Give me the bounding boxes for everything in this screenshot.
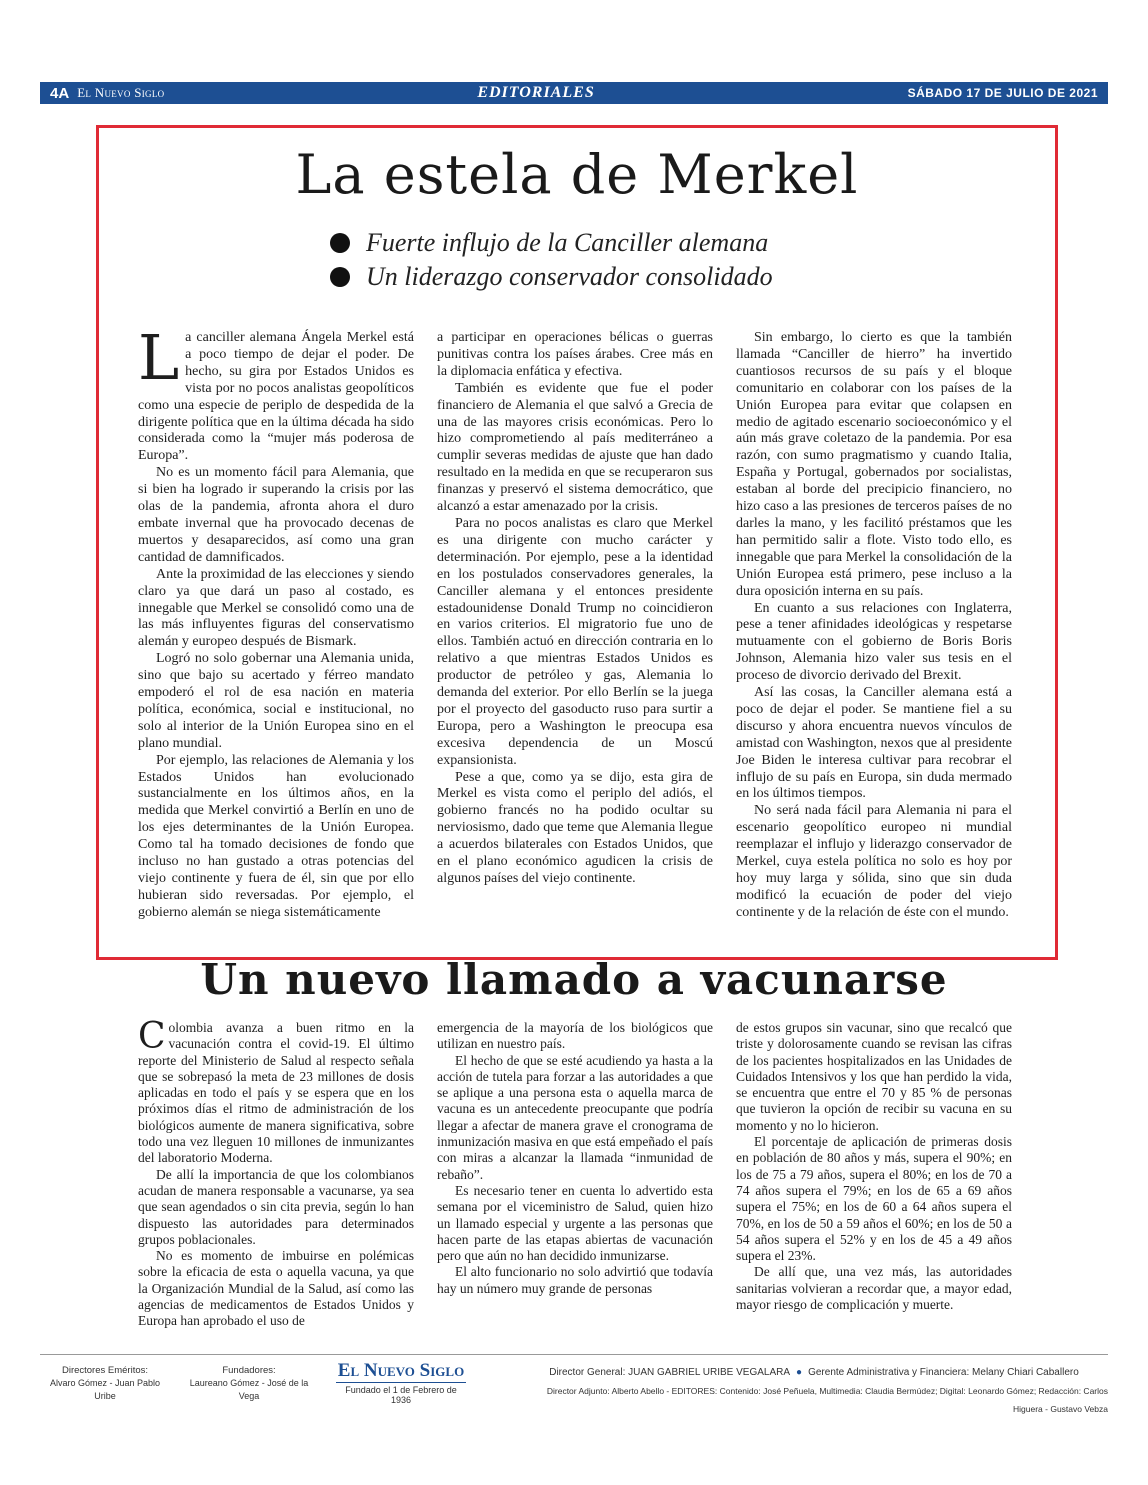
editorial1-column-3 [736,330,1012,934]
bullet-text: Fuerte influjo de la Canciller alemana [366,228,769,257]
paragraph: Así las cosas, la Canciller alemana está a poco de dejar el poder. Se mantiene fiel a su discurso y ahora encuentra nuevos vínculos de amistad con Washington, nexos que al presidente Joe Biden le interesa cultivar para recobrar el influjo de su país en Europa, sin duda mermado en los últimos tiempos. [736,685,1012,802]
editorial1-column-2 [437,330,713,934]
editorial2-column-3 [736,1020,1012,1330]
paragraph: No es un momento fácil para Alemania, que si bien ha logrado ir superando la crisis por las olas de la pandemia, afronta ahora el duro embate invernal que ha provocado decenas de muertos y desaparecidos, así como una gran cantidad de damnificados. [138,465,414,565]
emeritus-label: Directores Eméritos: [61,1365,149,1376]
editorial1-title: La estela de Merkel [295,143,859,206]
bullet-item [330,260,890,294]
paragraph: No será nada fácil para Alemania ni para el escenario geopolítico europeo ni mundial reemplazar el influjo y liderazgo conservador de Merkel, cuya estela política no solo es hoy por hoy muy larga y sólida, sino que sin duda modificó la ecuación de poder del viejo continente y de la relación de éste con el mundo. [736,803,1012,920]
founders-names: Laureano Gómez - José de la Vega [189,1378,309,1401]
paragraph: a participar en operaciones bélicas o guerras punitivas contra los países árabes. Cree más en la diplomacia enfática y efectiva. [437,330,713,379]
editorial2-column-2 [437,1020,713,1330]
editorial1-column-1 [138,321,414,934]
paragraph-text: olombia avanza a buen ritmo en la vacunación contra el covid-19. El último reporte del Ministerio de Salud al respecto señala que se sobrepasó la meta de 23 millones de dosis aplicadas en todo el país y se espera que en los próximos días el ritmo de administración de los biológicos aumente de manera significativa, sobre todo una vez lleguen 10 millones de inmunizantes del laboratorio Moderna. [138,1020,414,1166]
footer-logo [336,1360,466,1405]
paragraph [138,321,414,465]
emeritus-names: Alvaro Gómez - Juan Pablo Uribe [49,1378,161,1401]
page-header-bar [40,82,1108,104]
logo-text: El Nuevo Siglo [337,1360,465,1381]
paper-name: El Nuevo Siglo [77,85,165,100]
bullet-dot-icon: ● [796,1367,803,1378]
paragraph: No es momento de imbuirse en polémicas sobre la eficacia de esta o aquella vacuna, ya que la Organización Mundial de la Salud, así como las agencias de medicamentos de Estados Unidos y Europa han aprobado el uso de [138,1248,414,1329]
founders-label: Fundadores: [222,1365,276,1376]
paragraph: Para no pocos analistas es claro que Merkel es una dirigente con mucho carácter y determinación. Por ejemplo, pese a la identidad en los postulados conservadores generales, la Canciller alemana y el entonces presidente estadounidense Donald Trump no coincidieron en varios criterios. El migratorio fue uno de ellos. También actuó en dirección contraria en lo relativo a que mientras Estados Unidos es productor de petróleo y gas, Alemania lo demanda del exterior. Por ello Berlín se la juega por el proyecto del gasoducto ruso para surtir a Europa, pero a Washington le preocupa esa excesiva dependencia de un Moscú expansionista. [437,515,713,768]
staff-credits [520,1364,1108,1418]
drop-cap: L [138,321,180,394]
emeritus-directors [40,1364,170,1403]
paragraph: De allí que, una vez más, las autoridades sanitarias volvieran a recordar que, a mayor edad, mayor riesgo de complicación y muerte. [736,1264,1012,1313]
bullet-text: Un liderazgo conservador consolidado [366,262,773,291]
paragraph: Es necesario tener en cuenta lo advertido esta semana por el viceministro de Salud, quien hizo un llamado especial y urgente a las personas que hacen parte de las etapas abiertas de vacunación pero que aún no han decidido inmunizarse. [437,1182,713,1264]
paragraph: El alto funcionario no solo advirtió que todavía hay un número muy grande de personas [437,1264,713,1296]
director-general: Director General: JUAN GABRIEL URIBE VEGALARA [549,1367,791,1378]
editorial2-column-1 [138,1016,414,1330]
paragraph: Pese a que, como ya se dijo, esta gira de Merkel es vista como el periplo del adiós, el gobierno francés no ha podido ocultar su nerviosismo, dado que teme que Alemania llegue a acuerdos bilaterales con Estados Unidos, que en el plano económico agudicen la crisis de algunos países del viejo continente. [437,769,713,886]
paragraph: De allí la importancia de que los colombianos acudan de manera responsable a vacunarse, ya sea que sean agendados o sin cita previa, según lo han dispuesto las autoridades para determinados grupos poblacionales. [138,1166,414,1247]
paragraph: Logró no solo gobernar una Alemania unida, sino que bajo su acertado y férreo mandato empoderó el rol de esa nación en materia política, económica, social e institucional, no solo al interior de la Unión Europea sino en el plano mundial. [138,651,414,751]
bullet-dot-icon [330,233,350,253]
masthead-footer [40,1360,1108,1414]
paragraph: emergencia de la mayoría de los biológicos que utilizan en nuestro país. [437,1020,713,1052]
paragraph-text: a canciller alemana Ángela Merkel está a poco tiempo de dejar el poder. De hecho, su gira por Estados Unidos es vista por no pocos analistas geopolíticos como una especie de periplo de despedida de la dirigente política que en la última década ha sido considerada como la “mujer más poderosa de Europa”. [138,330,414,464]
bullet-item [330,226,890,260]
paragraph: También es evidente que fue el poder financiero de Alemania el que salvó a Grecia de una de las mayores crisis económicas. Pero lo hizo comprometiendo al país mediterráneo a cumplir severas medidas de ajuste que han dado resultado en la medida en que se recuperaron sus finanzas y preservó el sistema democrático, que alcanzó a estar amenazado por la crisis. [437,380,713,515]
staff-row-1 [520,1364,1108,1382]
paragraph: de estos grupos sin vacunar, sino que recalcó que triste y dolorosamente cuando se revisan las cifras de los pacientes hospitalizados en las Unidades de Cuidados Intensivos y los que han perdido la vida, se encuentra que entre el 70 y 85 % de personas que tuvieron la opción de recibir su vacuna en su momento y no lo hicieron. [736,1020,1012,1133]
paragraph [138,1016,414,1167]
header-left [50,85,164,102]
editorial1-bullets [330,226,890,294]
issue-date: SÁBADO 17 DE JULIO DE 2021 [907,86,1098,100]
editorial2-body [138,1016,1012,1330]
paragraph: Sin embargo, lo cierto es que la también llamada “Canciller de hierro” ha invertido cuantiosos recursos de su país y el bloque comunitario en colaborar con los países de la Unión Europea para evitar que colapsen en medio de agitado escenario socioeconómico y el aún más grave coletazo de la pandemia. Por esa razón, con sumo pragmatismo y cuando Italia, España y Portugal, gobernados por socialistas, estaban al borde del precipicio financiero, no hizo caso a las presiones de terceros países de no darles la mano, y les facilitó préstamos que les han permitido salir a flote. Visto todo ello, es innegable que para Merkel la consolidación de la Unión Europea está primero, pese incluso a la dura oposición interna en su país. [736,330,1012,599]
drop-cap: C [138,1016,166,1057]
founders [184,1364,314,1403]
paragraph: El hecho de que se esté acudiendo ya hasta a la acción de tutela para forzar a las autoridades a que se aplique a una persona esta o aquella marca de vacuna es un antecedente preocupante que podría llegar a afectar de manera grave el cronograma de inmunización masiva en que está empeñado el país con miras a alcanzar la llamada “inmunidad de rebaño”. [437,1052,713,1182]
editorial2-title: Un nuevo llamado a vacunarse [200,955,948,1004]
founded-date: Fundado el 1 de Febrero de 1936 [336,1382,466,1405]
bullet-dot-icon [330,267,350,287]
page-number: 4A [50,84,70,102]
gerente: Gerente Administrativa y Financiera: Melany Chiari Caballero [808,1367,1079,1378]
paragraph: El porcentaje de aplicación de primeras dosis en población de 80 años y más, supera el 90%; en los de 75 a 79 años, supera el 80%; en los de 70 a 74 años supera el 79%; en los de 65 a 69 años supera el 75%; en los de 60 a 64 años supera el 70%, en los de 50 a 59 años el 60%; en los de 50 a 54 años supera el 52% y en los de 45 a 49 años supera el 23%. [736,1134,1012,1264]
paragraph: Por ejemplo, las relaciones de Alemania y los Estados Unidos han evolucionado sustancialmente en los últimos años, en la medida que Merkel convirtió a Berlín en uno de los ejes determinantes de la Unión Europea. Como tal ha tomado decisiones de fondo que incluso no han gustado a otras potencias del viejo continente y fuera de él, sin que por ello hubieran sido reversadas. Por ejemplo, el gobierno alemán se niega sistemáticamente [138,752,414,920]
staff-row-2: Director Adjunto: Alberto Abello - EDITORES: Contenido: José Peñuela, Multimedia: Claudia Bermúdez; Digital: Leonardo Gómez; Redacción: Carlos Higuera - Gustavo Vebza [546,1386,1108,1414]
section-name: EDITORIALES [477,84,595,101]
editorial1-body [138,321,1012,934]
paragraph: Ante la proximidad de las elecciones y siendo claro ya que dará un paso al costado, es innegable que Merkel se consolidó como una de las más influyentes figuras del conservatismo alemán y europeo después de Bismark. [138,566,414,650]
paragraph: En cuanto a sus relaciones con Inglaterra, pese a tener afinidades ideológicas y respetarse mutuamente con el gobierno de Boris Boris Johnson, Alemania hizo valer sus tesis en el proceso de divorcio derivado del Brexit. [736,600,1012,684]
footer-divider [40,1354,1108,1355]
